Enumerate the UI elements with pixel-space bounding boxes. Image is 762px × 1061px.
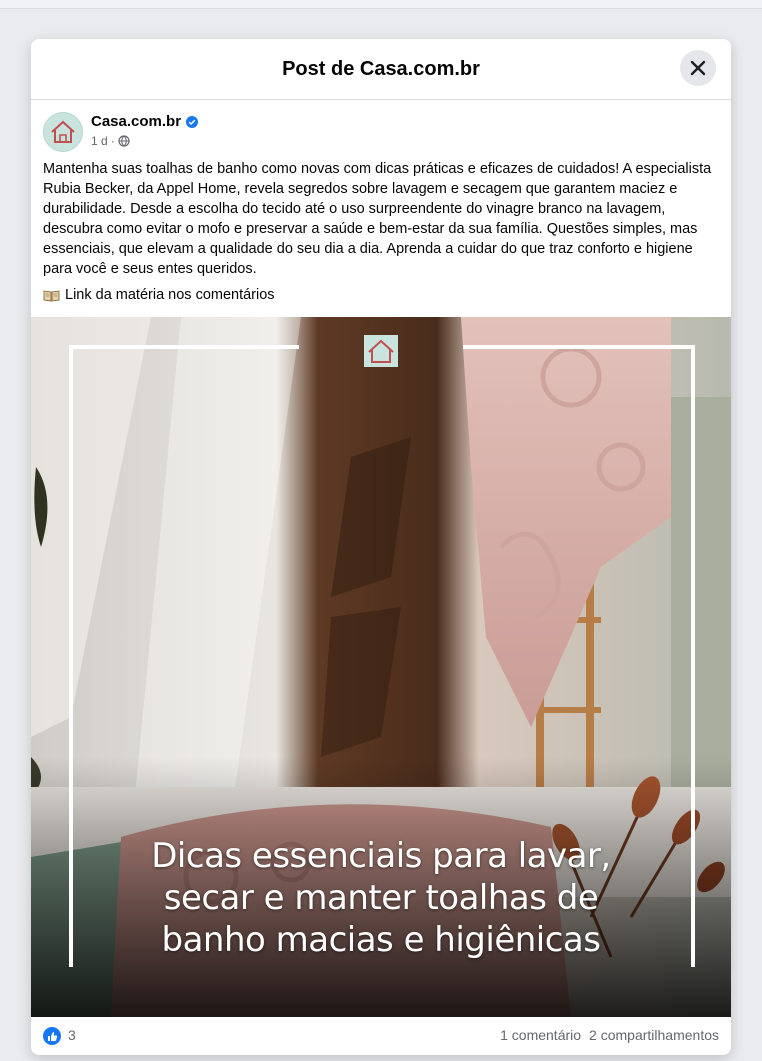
close-button[interactable] <box>680 50 716 86</box>
post-image[interactable] <box>31 317 731 1017</box>
shares-count[interactable]: 2 compartilhamentos <box>589 1027 719 1043</box>
post-header <box>31 100 731 152</box>
background-feed-strip <box>0 0 762 9</box>
post-link-line <box>31 279 731 305</box>
comments-count[interactable]: 1 comentário <box>500 1027 582 1043</box>
post-modal <box>31 39 731 1055</box>
reactions-bar <box>31 1017 731 1055</box>
post-meta <box>91 134 130 148</box>
verified-badge-icon <box>186 116 198 128</box>
modal-title: Post de Casa.com.br <box>282 57 480 80</box>
author-name[interactable]: Casa.com.br <box>91 113 182 130</box>
thumbs-up-icon <box>47 1031 58 1042</box>
post-time[interactable]: 1 d <box>91 134 108 148</box>
image-caption-line: Dicas essenciais para lavar, <box>151 836 611 876</box>
like-reaction-icon[interactable] <box>43 1027 61 1045</box>
meta-separator: · <box>110 134 115 148</box>
image-caption <box>31 835 731 961</box>
open-book-icon <box>43 288 60 302</box>
avatar[interactable] <box>43 112 83 152</box>
post-text: Mantenha suas toalhas de banho como novas com dicas práticas e eficazes de cuidados! A especialista Rubia Becker, da Appel Home, revela segredos sobre lavagem e secagem que garantem maciez e durabilidade. Desde a escolha do tecido até o uso surpreendente do vinagre branco na lavagem, descubra como evitar o mofo e preservar a saúde e bem-estar da sua família. Questões simples, mas essenciais, que elevam a qualidade do seu dia a dia. Aprenda a cuidar do que traz conforto e higiene para você e seus entes queridos. <box>43 161 712 277</box>
post-stats <box>500 1027 719 1043</box>
link-line-text: Link da matéria nos comentários <box>65 287 275 303</box>
close-icon <box>690 60 706 76</box>
globe-icon <box>118 135 130 147</box>
modal-header <box>31 39 731 100</box>
like-count[interactable]: 3 <box>68 1027 76 1043</box>
image-caption-line: secar e manter toalhas de <box>163 878 599 918</box>
author-row <box>91 113 198 130</box>
image-caption-line: banho macias e higiênicas <box>161 920 601 960</box>
house-logo-icon <box>50 120 76 144</box>
